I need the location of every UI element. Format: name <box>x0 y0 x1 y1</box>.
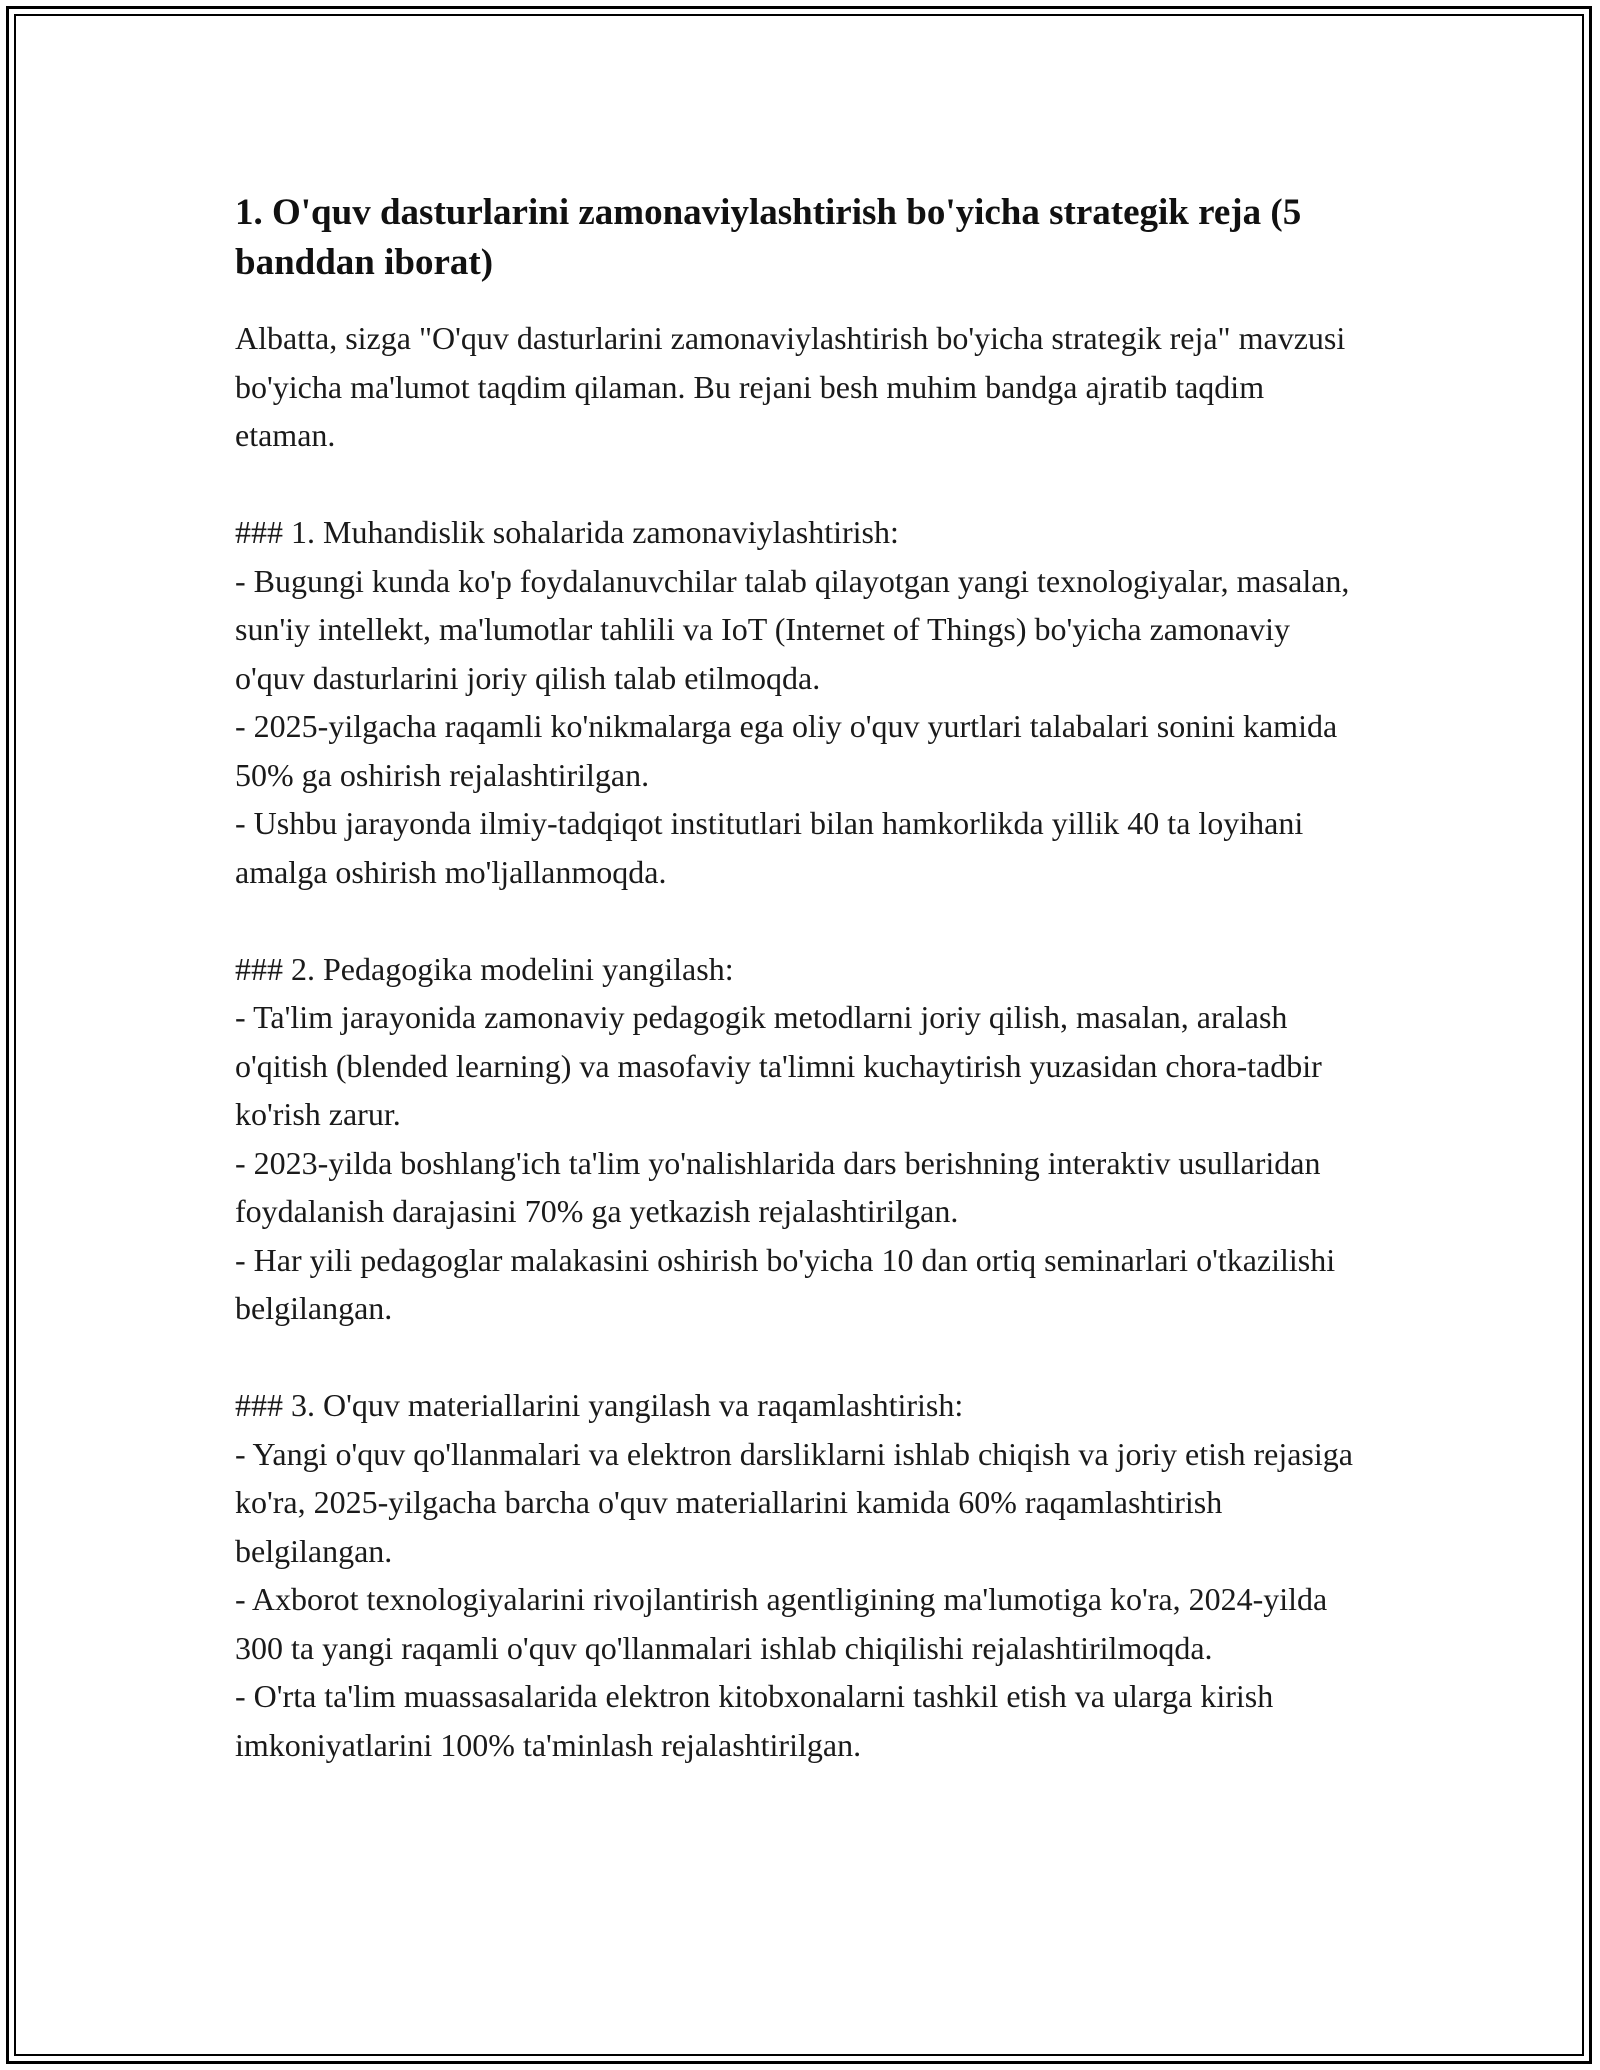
section-heading: ### 3. O'quv materiallarini yangilash va raqamlashtirish: <box>235 1387 964 1423</box>
bullet-item: - 2023-yilda boshlang'ich ta'lim yo'nalishlarida dars berishning interaktiv usullaridan foydalanish darajasini 70% ga yetkazish rejalashtirilgan. <box>235 1144 1321 1229</box>
section-heading: ### 1. Muhandislik sohalarida zamonaviylashtirish: <box>235 514 899 550</box>
section-heading: ### 2. Pedagogika modelini yangilash: <box>235 950 734 987</box>
section-1 <box>235 508 1365 896</box>
intro-paragraph: Albatta, sizga "O'quv dasturlarini zamonaviylashtirish bo'yicha strategik reja" mavzusi bo'yicha ma'lumot taqdim qilaman. Bu rejani besh muhim bandga ajratib taqdim etaman. <box>235 320 1346 453</box>
bullet-item: - O'rta ta'lim muassasalarida elektron kitobxonalarni tashkil etish va ularga kirish imkoniyatlarini 100% ta'minlash rejalashtirilgan. <box>235 1678 1274 1763</box>
section-3 <box>235 1381 1365 1769</box>
bullet-item: - Yangi o'quv qo'llanmalari va elektron darsliklarni ishlab chiqish va joriy etish rejasiga ko'ra, 2025-yilgacha barcha o'quv materiallarini kamida 60% raqamlashtirish belgilangan. <box>235 1435 1353 1569</box>
bullet-item: - Har yili pedagoglar malakasini oshirish bo'yicha 10 dan ortiq seminarlari o'tkazilishi belgilangan. <box>235 1241 1336 1326</box>
bullet-item: - Ushbu jarayonda ilmiy-tadqiqot institutlari bilan hamkorlikda yillik 40 ta loyihani amalga oshirish mo'ljallanmoqda. <box>235 805 1304 890</box>
document-body <box>235 188 1365 1769</box>
bullet-item: - Axborot texnologiyalarini rivojlantirish agentligining ma'lumotiga ko'ra, 2024-yilda 300 ta yangi raqamli o'quv qo'llanmalari ishlab chiqilishi rejalashtirilmoqda. <box>235 1581 1328 1666</box>
section-2 <box>235 945 1365 1333</box>
bullet-item: - Bugungi kunda ko'p foydalanuvchilar talab qilayotgan yangi texnologiyalar, masalan, sun'iy intellekt, ma'lumotlar tahlili va IoT (Internet of Things) bo'yicha zamonaviy o'quv dasturlarini joriy qilish talab etilmoqda. <box>235 562 1350 696</box>
bullet-item: - 2025-yilgacha raqamli ko'nikmalarga ega oliy o'quv yurtlari talabalari sonini kamida 50% ga oshirish rejalashtirilgan. <box>235 708 1338 793</box>
document-title: 1. O'quv dasturlarini zamonaviylashtirish bo'yicha strategik reja (5 banddan iborat) <box>235 192 1302 283</box>
bullet-item: - Ta'lim jarayonida zamonaviy pedagogik metodlarni joriy qilish, masalan, aralash o'qitish (blended learning) va masofaviy ta'limni kuchaytirish yuzasidan chora-tadbir ko'rish zarur. <box>235 999 1322 1132</box>
